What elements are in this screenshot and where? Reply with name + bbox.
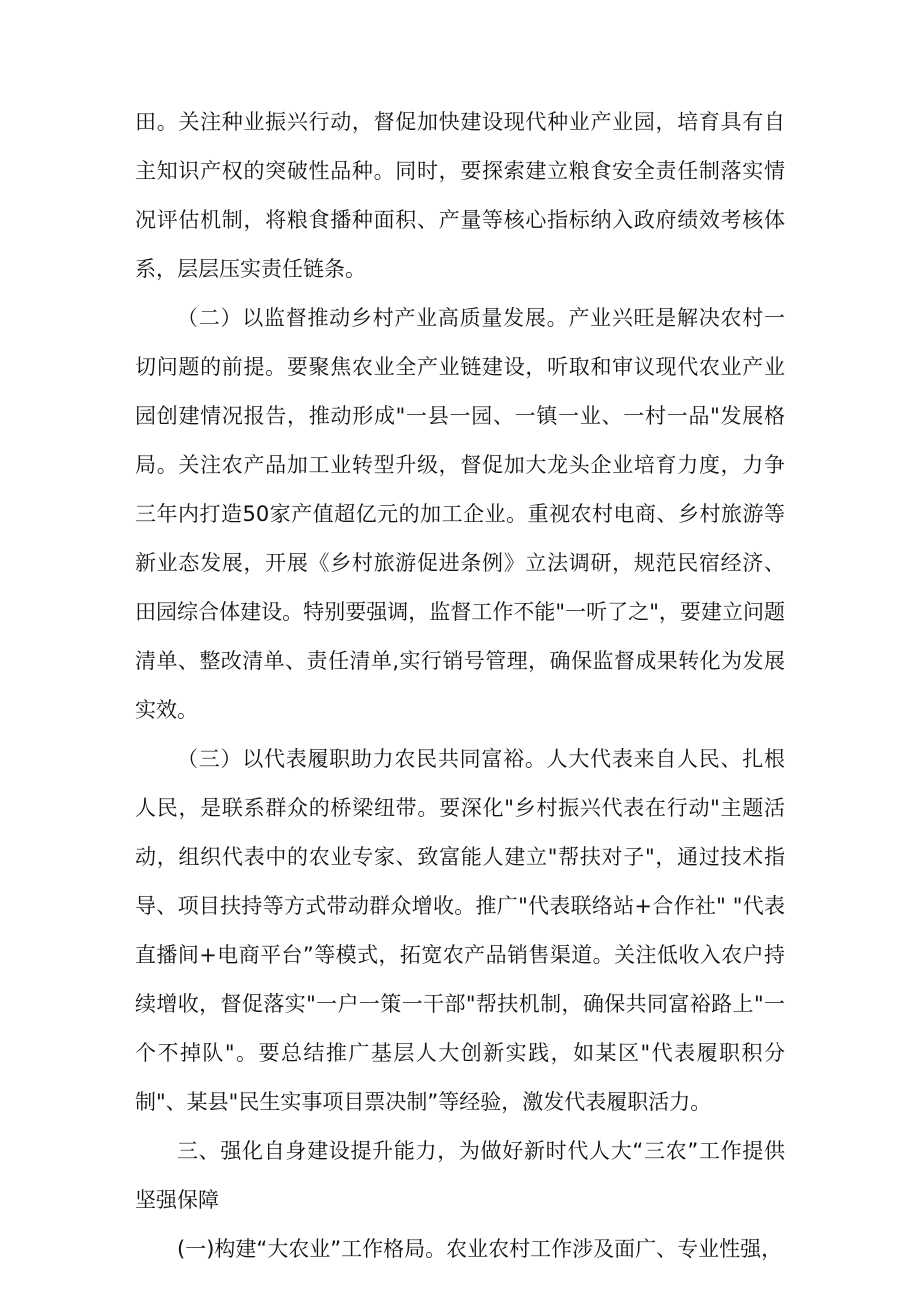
- document-body: [135, 98, 785, 1274]
- section-heading-three: 三、强化自身建设提升能力，为做好新时代人大“三农”工作提供坚强保障: [135, 1139, 785, 1212]
- paragraph-rural-industry: （二）以监督推动乡村产业高质量发展。产业兴旺是解决农村一切问题的前提。要聚焦农业全产业链建设，听取和审议现代农业产业园创建情况报告，推动形成"一县一园、一镇一业、一村一品"发展格局。关注农产品加工业转型升级，督促加大龙头企业培育力度，力争三年内打造50家产值超亿元的加工企业。重视农村电商、乡村旅游等新业态发展，开展《乡村旅游促进条例》立法调研，规范民宿经济、田园综合体建设。特别要强调，监督工作不能"一听了之"，要建立问题清单、整改清单、责任清单,实行销号管理，确保监督成果转化为发展实效。: [135, 306, 785, 722]
- paragraph-continuation: 田。关注种业振兴行动，督促加快建设现代种业产业园，培育具有自主知识产权的突破性品种。同时，要探索建立粮食安全责任制落实情况评估机制，将粮食播种面积、产量等核心指标纳入政府绩效考核体系，层层压实责任链条。: [135, 110, 785, 281]
- paragraph-common-prosperity: （三）以代表履职助力农民共同富裕。人大代表来自人民、扎根人民，是联系群众的桥梁纽带。要深化"乡村振兴代表在行动"主题活动，组织代表中的农业专家、致富能人建立"帮扶对子"，通过技术指导、项目扶持等方式带动群众增收。推广"代表联络站+合作社" "代表直播间+电商平台”等模式，拓宽农产品销售渠道。关注低收入农户持续增收，督促落实"一户一策一干部"帮扶机制，确保共同富裕路上"一个不掉队"。要总结推广基层人大创新实践，如某区"代表履职积分制"、某县"民生实事项目票决制”等经验，激发代表履职活力。: [135, 747, 785, 1114]
- paragraph-big-agriculture: (一)构建“大农业”工作格局。农业农村工作涉及面广、专业性强，: [177, 1237, 783, 1261]
